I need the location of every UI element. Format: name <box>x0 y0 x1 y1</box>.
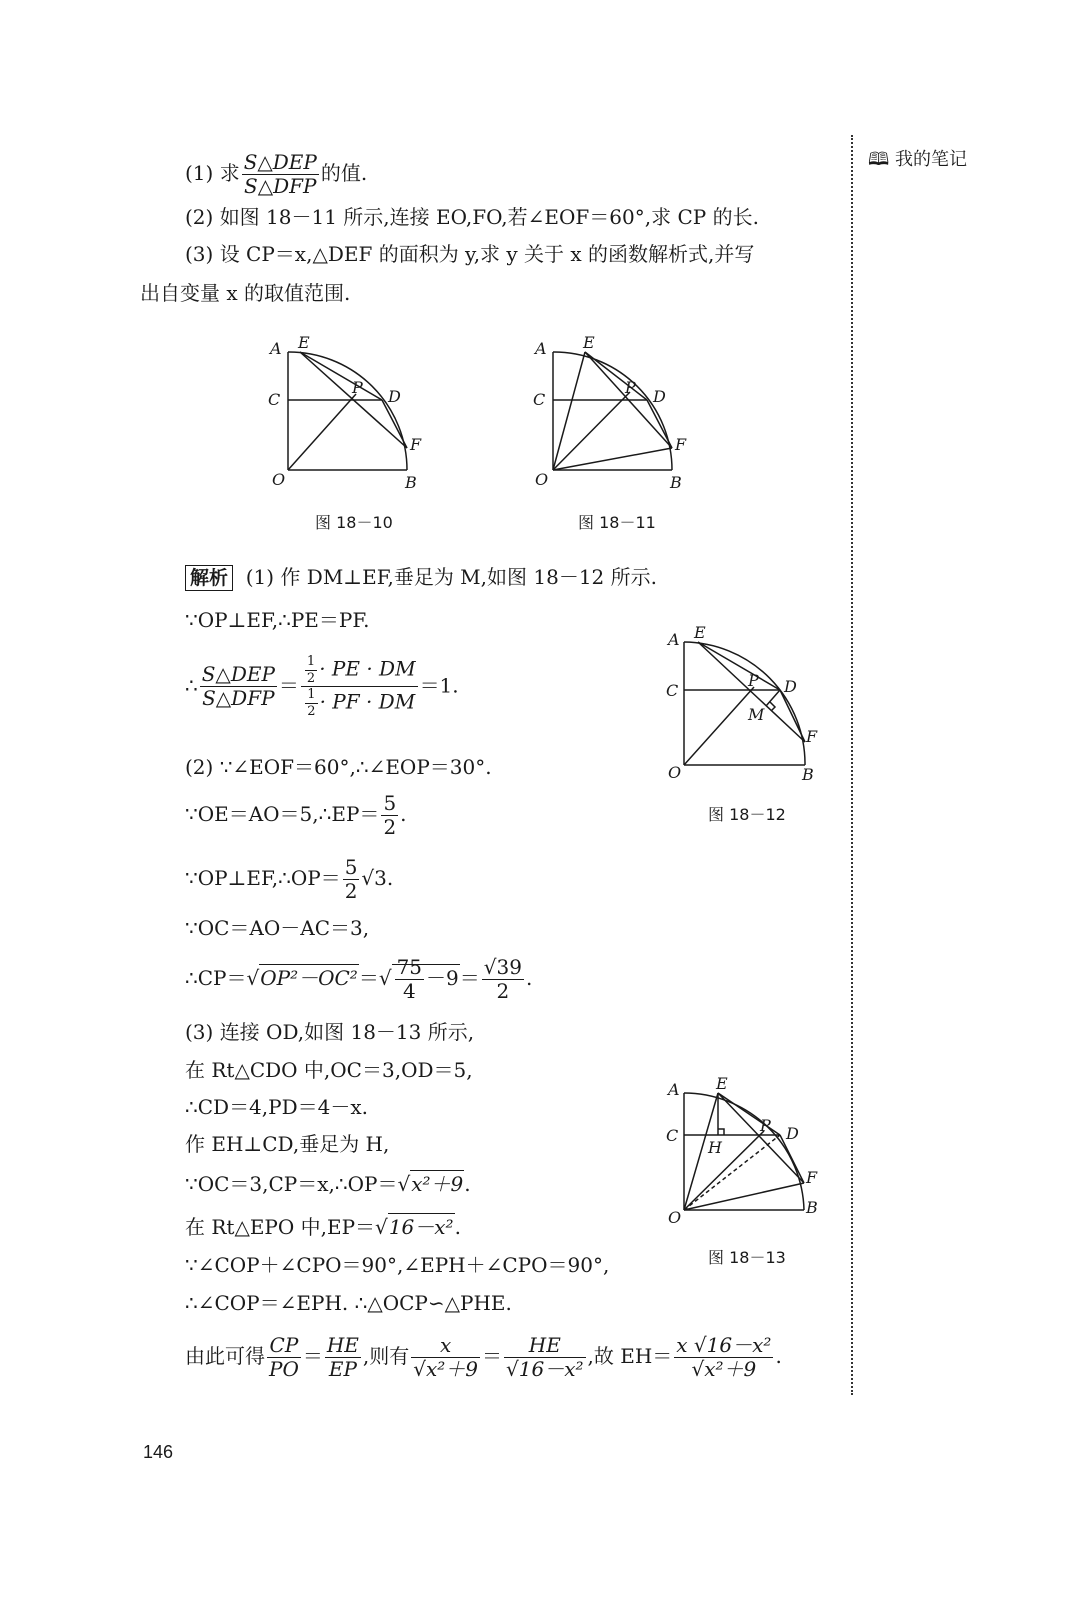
label-p: P <box>760 1116 771 1135</box>
label-d: D <box>388 387 401 406</box>
solution-line-3: ∴ $\frac{\text{S△DEP}}{\text{S△DFP}}$ ＝ $\frac{1}{2}$ · PE · DM $\frac{1}{2}$ · PF · DM ＝1. <box>185 654 459 719</box>
solution-line-8: ∴CP＝√OP²－OC²＝√ $\frac{75}{4}$ －9＝ $\frac{√39}{2}$ . <box>185 955 533 1003</box>
solution-line-1: 解析 (1) 作 DM⊥EF,垂足为 M,如图 18－12 所示. <box>185 567 657 588</box>
notes-title: 🕮 我的笔记 <box>868 149 967 170</box>
label-o: O <box>272 470 286 489</box>
label-h: H <box>708 1138 722 1157</box>
book-icon: 🕮 <box>868 149 890 170</box>
label-e: E <box>298 333 310 352</box>
solution-line-5: ∵OE＝AO＝5,∴EP＝ $\frac{5}{2}$ . <box>185 791 407 839</box>
label-e: E <box>716 1074 728 1093</box>
question-2: (2) 如图 18－11 所示,连接 EO,FO,若∠EOF＝60°,求 CP 的长. <box>185 205 759 229</box>
notes-divider <box>851 135 853 1395</box>
solution-tag: 解析 <box>185 565 233 591</box>
label-p: P <box>625 378 636 397</box>
label-o: O <box>668 763 682 782</box>
label-e: E <box>694 623 706 642</box>
solution-line-14: 在 Rt△EPO 中,EP＝√16－x². <box>185 1215 461 1239</box>
label-a: A <box>668 1080 680 1099</box>
solution-line-9: (3) 连接 OD,如图 18－13 所示, <box>185 1020 475 1044</box>
label-d: D <box>786 1124 799 1143</box>
label-a: A <box>535 339 547 358</box>
label-b: B <box>670 473 682 492</box>
solution-line-10: 在 Rt△CDO 中,OC＝3,OD＝5, <box>185 1058 473 1082</box>
caption-18-13: 图 18－13 <box>708 1248 786 1267</box>
solution-line-17: 由此可得 $\frac{CP}{PO}$ ＝ $\frac{HE}{EP}$ ,则有 $\frac{x}{\text{√x²＋9}}$ ＝ $\frac{HE}{\text{√16－x²}}$ ,故 EH＝ $\frac{\text{x √16－x²}}{\text{√x²＋9}}$ . <box>185 1333 782 1381</box>
label-d: D <box>653 387 666 406</box>
solution-line-16: ∴∠COP＝∠EPH. ∴△OCP∽△PHE. <box>185 1291 512 1315</box>
label-b: B <box>802 765 814 784</box>
label-e: E <box>583 333 595 352</box>
label-p: P <box>748 671 759 690</box>
solution-line-4: (2) ∵∠EOF＝60°,∴∠EOP＝30°. <box>185 755 492 779</box>
question-3-line-2: 出自变量 x 的取值范围. <box>140 281 351 305</box>
label-c: C <box>666 681 679 700</box>
solution-line-7: ∵OC＝AO－AC＝3, <box>185 916 370 940</box>
page-number: 146 <box>143 1442 174 1462</box>
caption-18-12: 图 18－12 <box>708 805 786 824</box>
label-c: C <box>268 390 281 409</box>
figure-18-11 <box>525 330 705 500</box>
solution-line-15: ∵∠COP＋∠CPO＝90°,∠EPH＋∠CPO＝90°, <box>185 1253 610 1277</box>
label-c: C <box>666 1126 679 1145</box>
caption-18-11: 图 18－11 <box>578 513 656 532</box>
label-o: O <box>668 1208 682 1227</box>
label-f: F <box>806 1168 818 1187</box>
label-b: B <box>806 1198 818 1217</box>
question-3-line-1: (3) 设 CP＝x,△DEF 的面积为 y,求 y 关于 x 的函数解析式,并写 <box>185 242 755 266</box>
figure-18-10 <box>260 330 430 500</box>
label-m: M <box>748 705 765 724</box>
label-a: A <box>668 630 680 649</box>
label-f: F <box>675 435 687 454</box>
figure-18-13 <box>662 1065 832 1235</box>
solution-line-11: ∴CD＝4,PD＝4－x. <box>185 1095 368 1119</box>
label-b: B <box>405 473 417 492</box>
solution-line-2: ∵OP⊥EF,∴PE＝PF. <box>185 608 370 632</box>
label-a: A <box>270 339 282 358</box>
label-f: F <box>806 727 818 746</box>
label-p: P <box>352 378 363 397</box>
label-f: F <box>410 435 422 454</box>
figure-18-12 <box>662 620 832 790</box>
caption-18-10: 图 18－10 <box>315 513 393 532</box>
solution-line-13: ∵OC＝3,CP＝x,∴OP＝√x²＋9. <box>185 1172 471 1196</box>
label-o: O <box>535 470 549 489</box>
label-d: D <box>784 677 797 696</box>
solution-line-6: ∵OP⊥EF,∴OP＝ $\frac{5}{2}$ √3. <box>185 855 394 903</box>
label-c: C <box>533 390 546 409</box>
question-1: (1) 求 $\frac{\text{S△DEP}}{\text{S△DFP}}$ 的值. <box>185 150 368 198</box>
solution-line-12: 作 EH⊥CD,垂足为 H, <box>185 1132 390 1156</box>
